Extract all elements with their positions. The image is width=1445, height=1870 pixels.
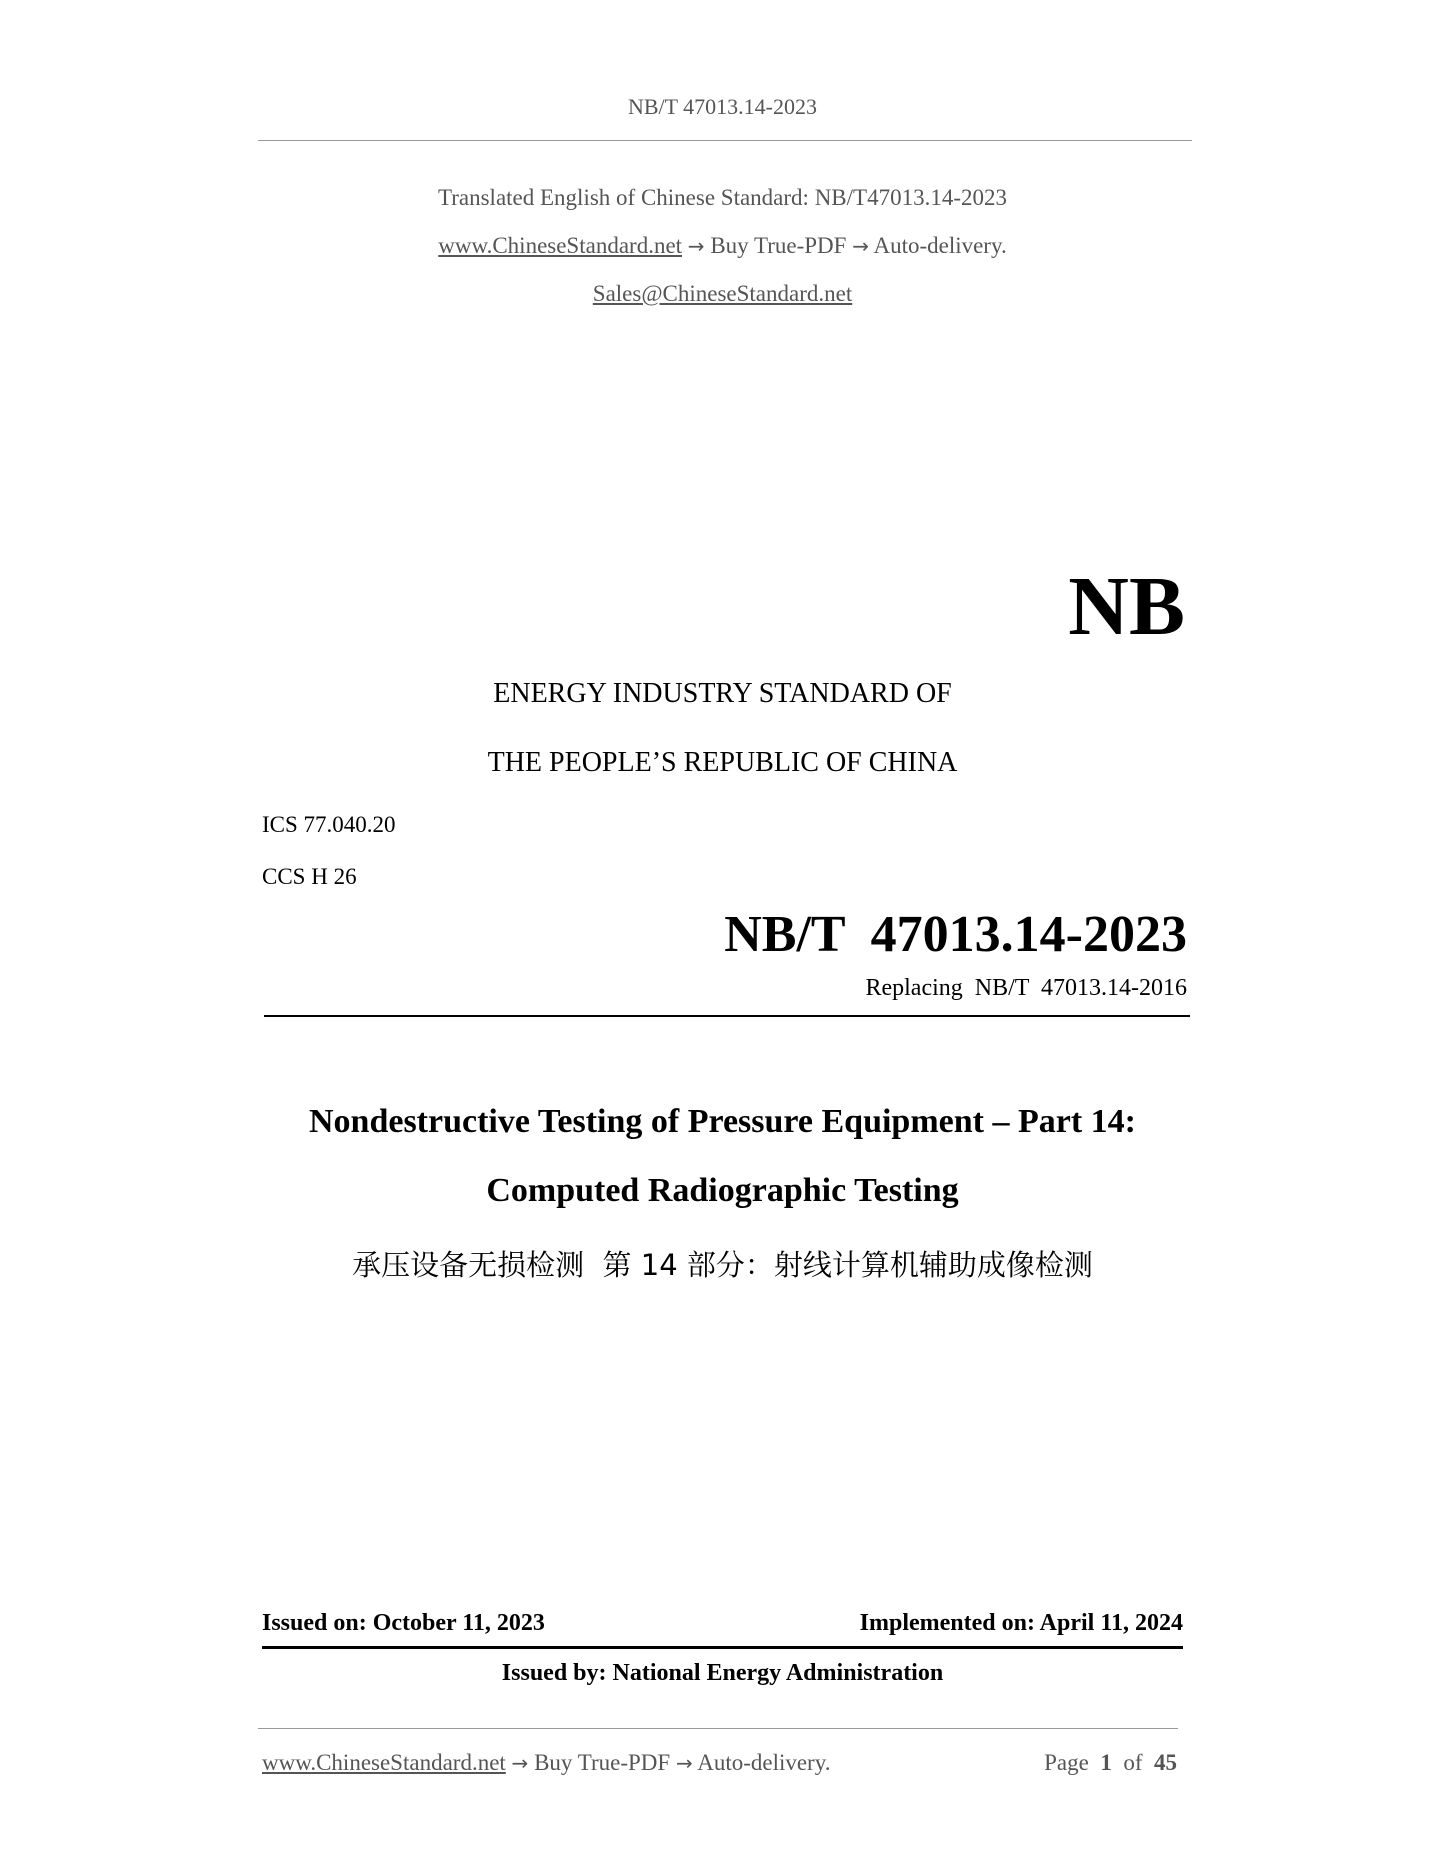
standard-code: NB/T 47013.14-2023 xyxy=(724,906,1187,963)
title-line-1: Nondestructive Testing of Pressure Equipment – Part 14: xyxy=(308,1103,1136,1140)
code-rule xyxy=(264,1015,1190,1017)
footer-site-link[interactable]: www.ChineseStandard.net xyxy=(262,1750,506,1775)
replacing-note: Replacing NB/T 47013.14-2016 xyxy=(865,975,1187,1001)
header-rule xyxy=(258,140,1192,141)
page-total: 45 xyxy=(1154,1750,1177,1775)
arrow-icon: → xyxy=(852,234,869,258)
promo-links xyxy=(0,233,1445,259)
issue-rule xyxy=(262,1646,1183,1649)
footer-buy-text: Buy True-PDF xyxy=(534,1750,671,1775)
arrow-icon: → xyxy=(675,1751,693,1775)
arrow-icon: → xyxy=(511,1751,529,1775)
footer-links xyxy=(262,1750,830,1776)
page-word: Page xyxy=(1044,1750,1089,1775)
footer-rule xyxy=(258,1728,1178,1729)
running-header: NB/T 47013.14-2023 xyxy=(627,94,818,119)
footer-auto-text: Auto-delivery. xyxy=(697,1750,831,1775)
arrow-icon: → xyxy=(687,234,705,258)
promo-line: Translated English of Chinese Standard: NB/T47013.14-2023 xyxy=(438,185,1007,210)
email-link[interactable]: Sales@ChineseStandard.net xyxy=(592,281,853,306)
ics-code: ICS 77.040.20 xyxy=(262,812,396,837)
implemented-on: Implemented on: April 11, 2024 xyxy=(859,1610,1183,1636)
issued-by: Issued by: National Energy Administration xyxy=(501,1660,944,1686)
authority-line-1: ENERGY INDUSTRY STANDARD OF xyxy=(493,678,952,709)
promo-email-row xyxy=(0,281,1445,307)
page-indicator xyxy=(1044,1750,1177,1776)
buy-text: Buy True-PDF xyxy=(710,233,847,258)
nb-logo: NB xyxy=(1068,560,1185,653)
title-chinese: 承压设备无损检测 第 14 部分：射线计算机辅助成像检测 xyxy=(352,1248,1093,1282)
title-line-2: Computed Radiographic Testing xyxy=(486,1172,959,1209)
of-word: of xyxy=(1123,1750,1143,1775)
auto-delivery-text: Auto-delivery. xyxy=(873,233,1007,258)
authority-line-2: THE PEOPLE’S REPUBLIC OF CHINA xyxy=(487,747,958,778)
page-number: 1 xyxy=(1100,1750,1112,1775)
site-link[interactable]: www.ChineseStandard.net xyxy=(438,233,683,258)
ccs-code: CCS H 26 xyxy=(262,864,357,889)
issued-on: Issued on: October 11, 2023 xyxy=(262,1610,545,1636)
